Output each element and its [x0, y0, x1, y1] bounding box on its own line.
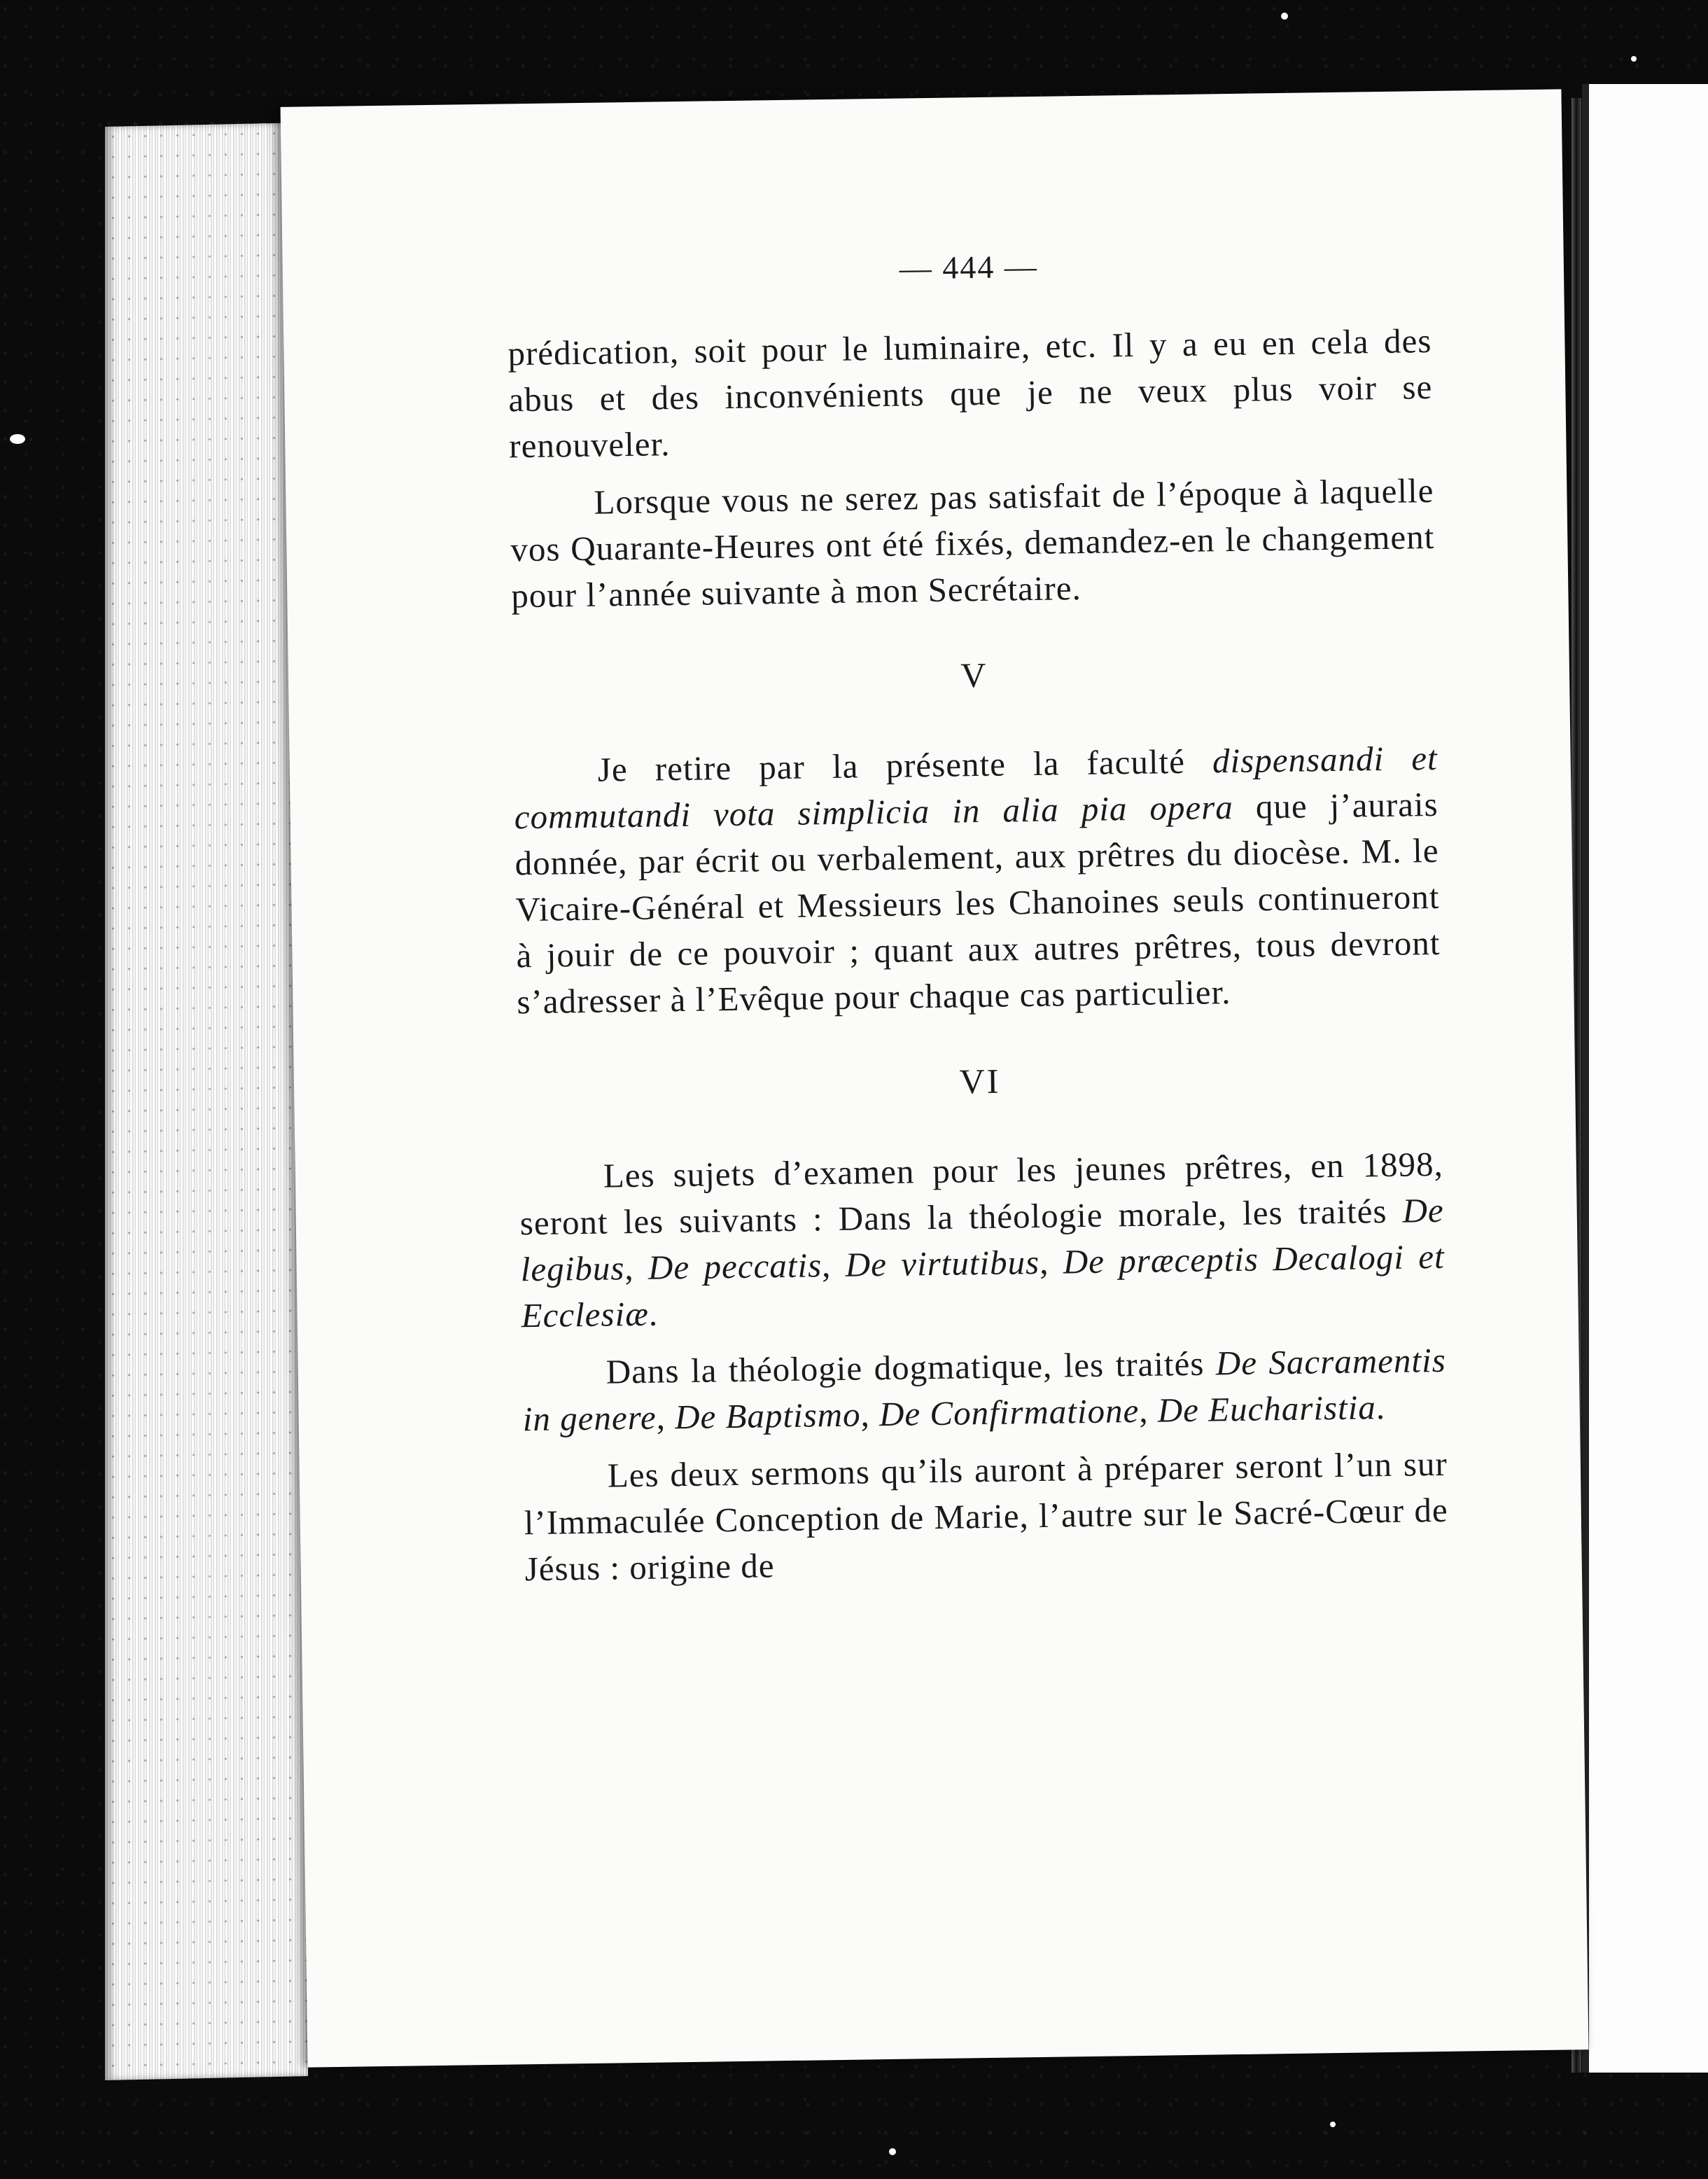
text-run: que j’aurais donnée, par écrit ou verbalement, aux prêtres du diocèse. M. le Vicaire-Général et Messieurs les Chanoines seuls continueront à jouir de ce pouvoir ; quant aux autres prêtres, tous devront s’adresser à l’Evêque pour chaque cas particulier. [514, 784, 1441, 1022]
paragraph [513, 735, 1441, 1025]
text-run: . [648, 1294, 659, 1333]
text-run: , [656, 1398, 676, 1437]
treatise-title: De peccatis [648, 1246, 822, 1287]
treatise-title: De præceptis Decalogi et Ecclesiæ [521, 1237, 1446, 1335]
text-run: , [1138, 1391, 1158, 1430]
text-run: Les sujets d’examen pour les jeunes prêtres, en 1898, seront les suivants : Dans la théologie morale, les traités [519, 1144, 1444, 1243]
treatise-title: De Eucharistia [1157, 1388, 1377, 1430]
dust-speck [1631, 56, 1637, 62]
section-heading-v: V [960, 655, 988, 695]
treatise-title: De Sacramentis in genere [522, 1340, 1447, 1439]
paragraph: Lorsque vous ne serez pas satisfait de l’époque à laquelle vos Quarante-Heures ont été fixés, demandez-en le changement pour l’année suivante à mon Secrétaire. [510, 471, 1435, 615]
text-run: , [1039, 1242, 1064, 1281]
paragraph: Les deux sermons qu’ils auront à préparer seront l’un sur l’Immaculée Conception de Marie, l’autre sur le Sacré-Cœur de Jésus : origine de [524, 1444, 1449, 1589]
book-page-stack [105, 123, 308, 2080]
paragraph: prédication, soit pour le luminaire, etc. Il y a eu en cela des abus et des inconvénients que je ne veux plus voir se renouveler. [507, 321, 1433, 466]
latin-phrase: dispensandi et commutandi vota simplicia in alia pia opera [514, 738, 1438, 837]
facing-page [1582, 84, 1708, 2073]
text-run: , [821, 1245, 846, 1285]
paragraph [519, 1141, 1446, 1339]
dust-speck [10, 434, 25, 444]
dust-speck [889, 2148, 896, 2155]
text-run: , [860, 1395, 880, 1434]
page-number: — 444 — [899, 248, 1039, 286]
dust-speck [1281, 13, 1288, 20]
treatise-title: De virtutibus [845, 1242, 1040, 1284]
text-run: . [1376, 1388, 1386, 1427]
treatise-title: De Confirmatione [878, 1391, 1140, 1434]
text-run: Dans la théologie dogmatique, les traités [606, 1344, 1217, 1391]
text-run: , [624, 1248, 649, 1288]
text-run: Je retire par la présente la faculté [597, 742, 1213, 789]
treatise-title: De legibus [520, 1190, 1445, 1289]
page-text [506, 238, 1449, 1603]
book-page [281, 89, 1589, 2067]
treatise-title: De Baptismo [674, 1395, 861, 1437]
paragraph [522, 1337, 1447, 1442]
dust-speck [1330, 2122, 1336, 2127]
section-heading-vi: VI [959, 1061, 1001, 1101]
